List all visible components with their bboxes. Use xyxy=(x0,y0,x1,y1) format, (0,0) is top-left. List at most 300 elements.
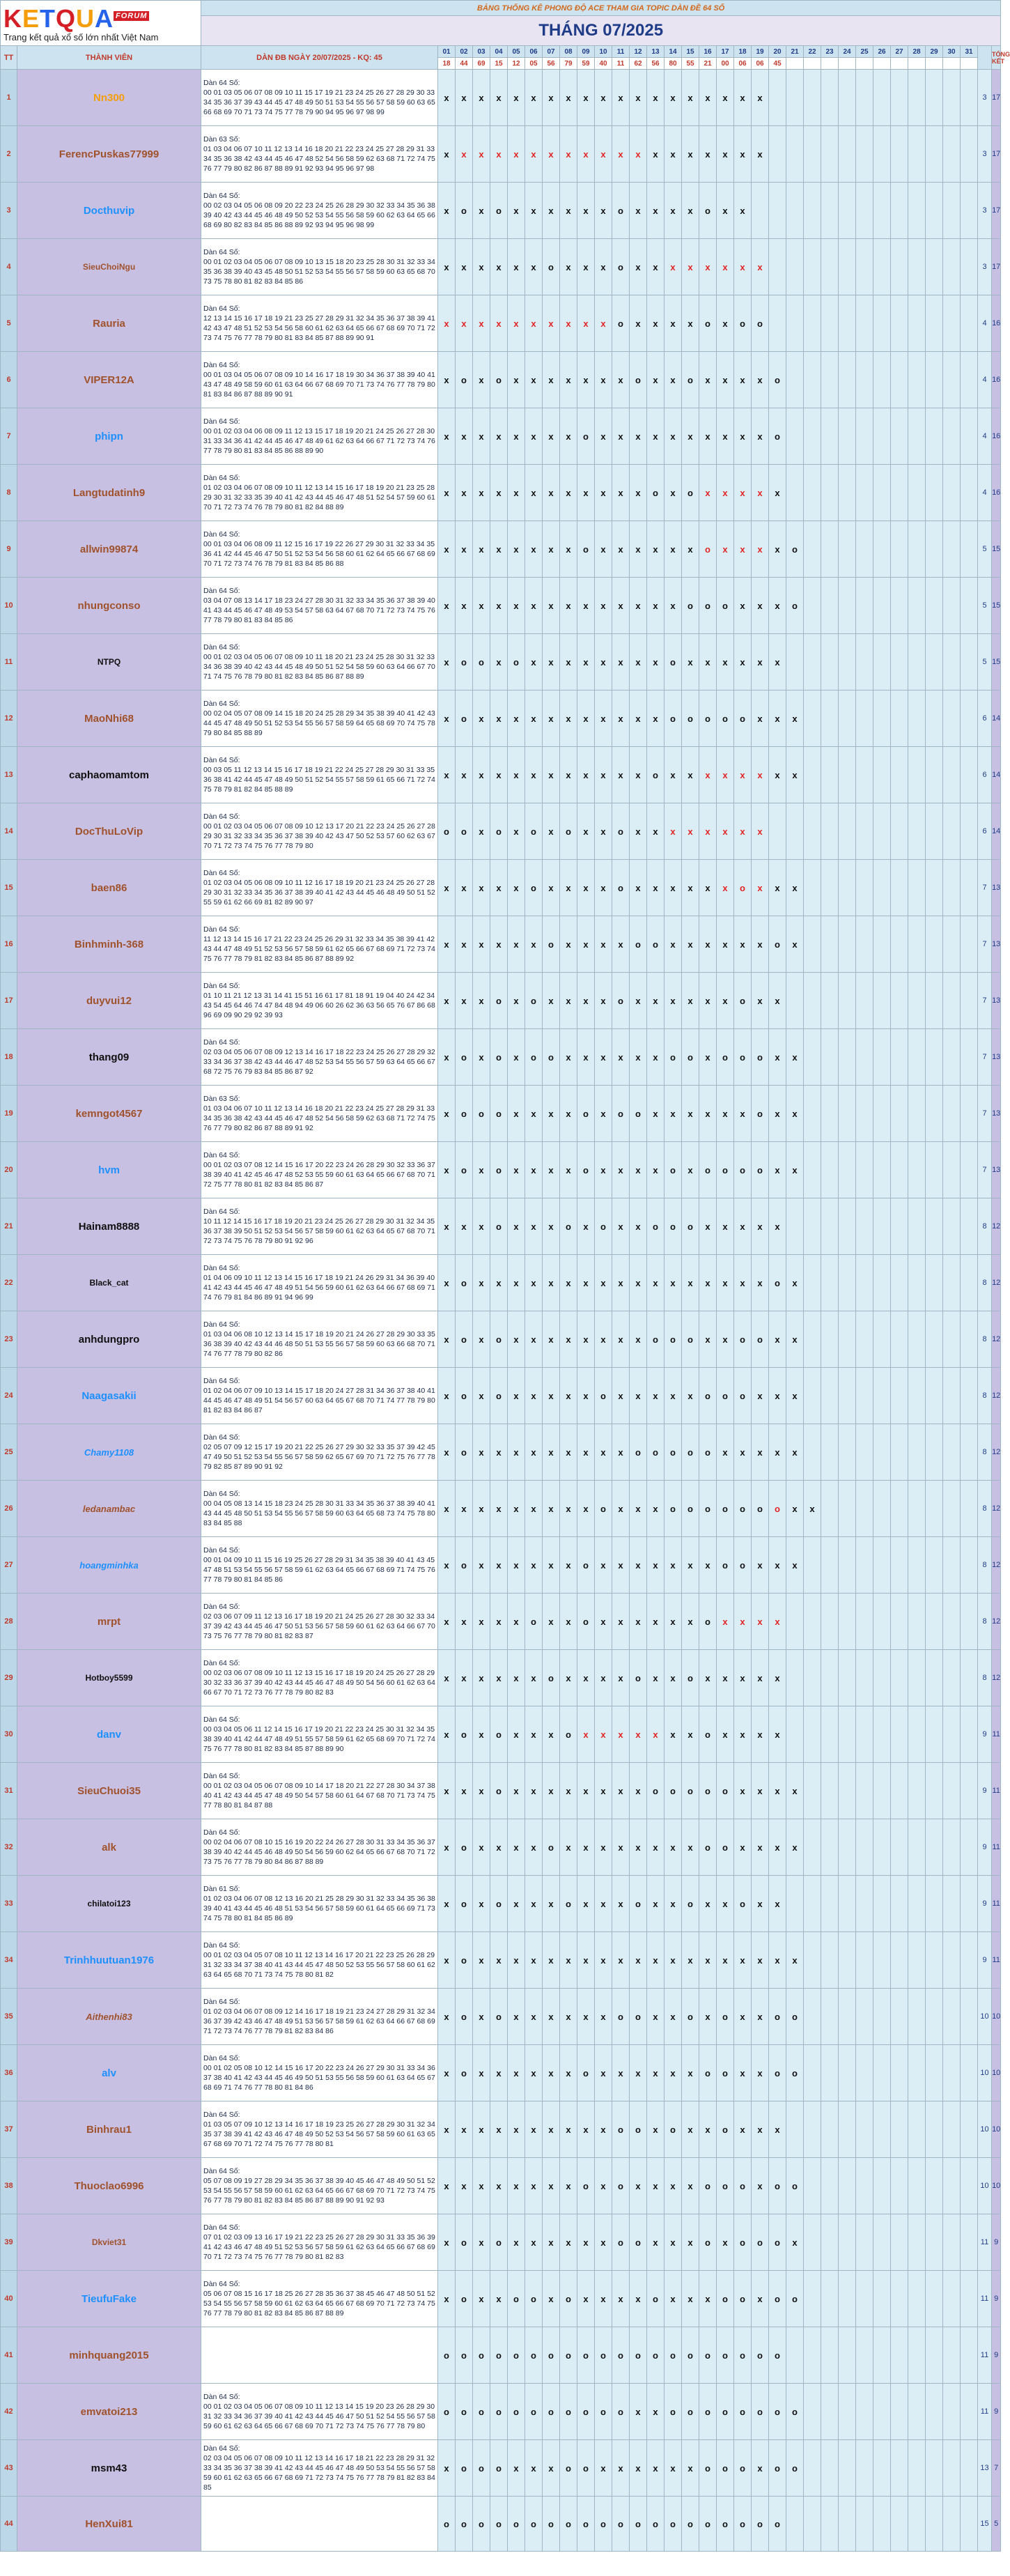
day-mark: x xyxy=(612,691,630,747)
day-mark xyxy=(821,183,839,239)
total-score: 12 xyxy=(992,1311,1001,1368)
day-mark xyxy=(821,1311,839,1368)
day-mark: x xyxy=(525,1311,543,1368)
day-mark: x xyxy=(577,1424,595,1481)
dan-label: Dàn 64 Số: xyxy=(203,192,240,200)
day-mark xyxy=(926,295,943,352)
day-mark xyxy=(804,2158,821,2214)
day-mark: x xyxy=(543,2440,560,2497)
day-mark: x xyxy=(752,578,769,634)
day-mark xyxy=(873,2101,891,2158)
day-mark xyxy=(804,1424,821,1481)
day-mark xyxy=(839,239,856,295)
day-mark: x xyxy=(456,860,473,916)
member-name[interactable]: baen86 xyxy=(17,860,201,916)
day-mark: x xyxy=(665,70,682,126)
day-mark xyxy=(856,1932,873,1989)
day-mark: o xyxy=(612,973,630,1029)
total-score: 11 xyxy=(992,1706,1001,1763)
day-mark: x xyxy=(717,916,734,973)
day-mark: x xyxy=(665,183,682,239)
member-name[interactable]: Thuoclao6996 xyxy=(17,2158,201,2214)
day-mark: x xyxy=(734,1086,752,1142)
day-mark xyxy=(961,1424,978,1481)
member-name[interactable]: MaoNhi68 xyxy=(17,691,201,747)
day-mark: o xyxy=(456,183,473,239)
dan-label: Dàn 64 Số: xyxy=(203,2111,240,2119)
member-row xyxy=(1,1932,1001,1989)
day-mark: x xyxy=(665,2158,682,2214)
day-mark: o xyxy=(647,1198,665,1255)
day-mark: x xyxy=(438,126,456,183)
day-mark: x xyxy=(682,70,699,126)
day-mark: o xyxy=(769,2327,786,2384)
day-mark: o xyxy=(699,1594,717,1650)
day-mark: x xyxy=(595,521,612,578)
row-number: 39 xyxy=(1,2214,17,2271)
day-mark xyxy=(926,2384,943,2440)
day-mark xyxy=(821,691,839,747)
total-score: 12 xyxy=(992,1255,1001,1311)
member-row xyxy=(1,2271,1001,2327)
total-score: 13 xyxy=(992,1142,1001,1198)
day-mark: x xyxy=(525,239,543,295)
day-mark xyxy=(961,1481,978,1537)
day-mark: x xyxy=(734,1255,752,1311)
member-name[interactable]: Aithenhi83 xyxy=(17,1989,201,2045)
dan-label: Dàn 64 Số: xyxy=(203,1828,240,1837)
day-mark xyxy=(804,1650,821,1706)
day-mark xyxy=(839,2045,856,2101)
day-mark xyxy=(943,2158,961,2214)
day-mark: x xyxy=(647,352,665,408)
day-mark: o xyxy=(699,2440,717,2497)
total-score: 11 xyxy=(992,1876,1001,1932)
total-score: 16 xyxy=(992,465,1001,521)
day-mark: x xyxy=(560,2214,577,2271)
row-number: 13 xyxy=(1,747,17,803)
day-mark: x xyxy=(490,691,508,747)
day-mark: x xyxy=(490,1650,508,1706)
day-mark xyxy=(926,2158,943,2214)
day-mark xyxy=(821,1594,839,1650)
day-mark: x xyxy=(595,2440,612,2497)
day-mark: o xyxy=(682,1481,699,1537)
dan-numbers: 00 02 04 06 07 08 10 15 16 19 20 22 24 26 27 28 30 31 33 34 35 36 37 38 39 40 42 44 45 46 48 49 50 54 56 59 60 62 64 65 66 67 68 70 71 72 73 75 76 77 78 79 80 84 86 87 88 89 xyxy=(203,1838,435,1866)
dan-numbers: 00 02 04 05 07 08 09 14 15 18 20 24 25 28 29 34 35 38 39 40 41 42 43 44 45 47 48 49 50 51 52 53 54 55 56 57 58 59 64 65 68 69 70 74 75 78 79 80 84 85 88 89 xyxy=(203,709,435,737)
day-mark: x xyxy=(699,1029,717,1086)
day-mark: x xyxy=(647,1255,665,1311)
day-mark: x xyxy=(647,239,665,295)
dan-label: Dàn 64 Số: xyxy=(203,925,240,934)
member-name[interactable]: Hainam8888 xyxy=(17,1198,201,1255)
day-mark: x xyxy=(717,1086,734,1142)
miss-count: 11 xyxy=(978,2327,992,2384)
day-mark: x xyxy=(734,2101,752,2158)
day-mark: x xyxy=(525,1424,543,1481)
day-mark xyxy=(821,973,839,1029)
day-mark: o xyxy=(734,295,752,352)
member-name[interactable]: minhquang2015 xyxy=(17,2327,201,2384)
day-mark: x xyxy=(595,1255,612,1311)
site-logo[interactable]: KETQUA $^{FORUM}$ xyxy=(3,2,198,33)
day-mark: x xyxy=(438,70,456,126)
day-mark xyxy=(961,408,978,465)
day-mark: x xyxy=(682,239,699,295)
day-mark xyxy=(926,1086,943,1142)
day-mark: o xyxy=(734,2214,752,2271)
day-mark: x xyxy=(577,2214,595,2271)
day-mark: x xyxy=(577,465,595,521)
member-name[interactable]: duyvui12 xyxy=(17,973,201,1029)
day-mark xyxy=(943,2384,961,2440)
day-mark: o xyxy=(717,1763,734,1819)
member-row xyxy=(1,2327,1001,2384)
member-name[interactable]: kemngot4567 xyxy=(17,1086,201,1142)
day-mark: o xyxy=(734,1876,752,1932)
day-mark xyxy=(943,2327,961,2384)
day-mark: o xyxy=(630,1876,647,1932)
member-dan xyxy=(201,1198,438,1255)
day-mark xyxy=(839,1368,856,1424)
member-name[interactable]: HenXui81 xyxy=(17,2497,201,2552)
day-mark: x xyxy=(577,1989,595,2045)
member-name[interactable]: Hotboy5599 xyxy=(17,1650,201,1706)
day-mark: x xyxy=(682,126,699,183)
member-name[interactable]: Nn300 xyxy=(17,70,201,126)
day-mark: x xyxy=(473,1311,490,1368)
member-dan xyxy=(201,2440,438,2497)
day-mark xyxy=(891,352,908,408)
member-name[interactable]: allwin99874 xyxy=(17,521,201,578)
row-number: 41 xyxy=(1,2327,17,2384)
day-mark: x xyxy=(456,465,473,521)
day-mark: x xyxy=(734,1932,752,1989)
member-name[interactable]: Binhminh-368 xyxy=(17,916,201,973)
day-mark: x xyxy=(508,1989,525,2045)
member-name[interactable]: nhungconso xyxy=(17,578,201,634)
day-mark: x xyxy=(473,1029,490,1086)
day-mark: x xyxy=(612,1368,630,1424)
total-score: 10 xyxy=(992,2101,1001,2158)
day-mark: o xyxy=(769,2214,786,2271)
day-mark xyxy=(804,2101,821,2158)
miss-count: 7 xyxy=(978,860,992,916)
miss-count: 8 xyxy=(978,1311,992,1368)
day-mark: o xyxy=(508,2384,525,2440)
day-mark: x xyxy=(490,126,508,183)
day-mark xyxy=(821,70,839,126)
day-mark xyxy=(821,803,839,860)
day-mark xyxy=(891,1763,908,1819)
day-mark: x xyxy=(525,70,543,126)
day-mark: x xyxy=(734,408,752,465)
day-mark xyxy=(804,1819,821,1876)
day-mark xyxy=(821,465,839,521)
day-mark: x xyxy=(543,408,560,465)
member-name[interactable]: alk xyxy=(17,1819,201,1876)
day-mark: o xyxy=(717,1989,734,2045)
day-mark xyxy=(961,1932,978,1989)
member-name[interactable]: SieuChoiNgu xyxy=(17,239,201,295)
day-mark: o xyxy=(543,2327,560,2384)
member-dan xyxy=(201,1424,438,1481)
day-mark: x xyxy=(525,747,543,803)
day-mark: x xyxy=(786,1029,804,1086)
member-name[interactable]: FerencPuskas77999 xyxy=(17,126,201,183)
day-mark xyxy=(943,465,961,521)
total-score: 7 xyxy=(992,2440,1001,2497)
member-name[interactable]: Black_cat xyxy=(17,1255,201,1311)
member-name[interactable]: Docthuvip xyxy=(17,183,201,239)
day-mark: o xyxy=(560,1198,577,1255)
day-mark xyxy=(821,1198,839,1255)
day-mark: x xyxy=(543,1198,560,1255)
dan-numbers: 12 13 14 15 16 17 18 19 21 23 25 27 28 29 31 32 34 35 36 37 38 39 41 42 43 47 48 51 52 53 54 56 58 60 61 62 63 64 65 66 67 68 69 70 71 72 73 74 75 76 77 78 79 80 81 83 84 85 87 88 89 90 91 xyxy=(203,314,435,342)
day-mark: x xyxy=(769,747,786,803)
day-mark: o xyxy=(630,1086,647,1142)
dan-label: Dàn 64 Số: xyxy=(203,2054,240,2062)
day-mark: x xyxy=(717,1594,734,1650)
member-name[interactable]: hvm xyxy=(17,1142,201,1198)
day-mark xyxy=(943,352,961,408)
day-mark xyxy=(943,973,961,1029)
member-dan xyxy=(201,2497,438,2552)
day-header: 04 xyxy=(490,46,508,58)
day-mark: x xyxy=(717,634,734,691)
day-mark xyxy=(821,1255,839,1311)
day-mark: x xyxy=(508,1311,525,1368)
dan-numbers: 01 03 04 06 08 10 12 13 14 15 17 18 19 20 21 24 26 27 28 29 30 33 35 36 38 39 40 42 43 44 46 48 50 51 53 55 56 57 58 59 60 63 66 68 70 71 74 76 77 78 79 80 82 86 xyxy=(203,1330,435,1358)
total-score: 12 xyxy=(992,1198,1001,1255)
day-header: 10 xyxy=(595,46,612,58)
day-mark: x xyxy=(508,2214,525,2271)
day-mark: x xyxy=(734,1424,752,1481)
day-mark xyxy=(891,2214,908,2271)
day-mark xyxy=(908,634,926,691)
day-mark xyxy=(839,70,856,126)
row-number: 44 xyxy=(1,2497,17,2552)
day-mark: x xyxy=(543,2101,560,2158)
dan-numbers: 00 01 02 05 08 10 12 14 15 16 17 20 22 23 24 26 27 29 30 31 33 34 36 37 38 40 41 42 43 44 45 46 49 50 51 53 55 56 58 59 60 61 63 64 65 67 68 69 71 74 76 77 78 80 81 84 86 xyxy=(203,2064,435,2092)
day-mark: x xyxy=(595,1029,612,1086)
dan-numbers: 00 01 04 09 10 11 15 16 19 25 26 27 28 29 31 34 35 38 39 40 41 43 45 47 48 51 53 54 55 56 57 58 59 61 62 63 64 65 66 67 68 69 71 74 75 76 77 78 79 80 81 84 85 86 xyxy=(203,1556,435,1584)
day-mark: x xyxy=(577,578,595,634)
member-name[interactable]: danv xyxy=(17,1706,201,1763)
day-mark xyxy=(926,126,943,183)
total-score: 12 xyxy=(992,1424,1001,1481)
day-mark xyxy=(821,521,839,578)
miss-count: 9 xyxy=(978,1706,992,1763)
day-mark: x xyxy=(473,408,490,465)
member-name[interactable]: TieufuFake xyxy=(17,2271,201,2327)
day-mark: x xyxy=(473,860,490,916)
day-mark: x xyxy=(525,1650,543,1706)
total-score: 9 xyxy=(992,2384,1001,2440)
member-name[interactable]: caphaomamtom xyxy=(17,747,201,803)
dan-label: Dàn 64 Số: xyxy=(203,1320,240,1329)
day-mark: x xyxy=(699,126,717,183)
day-mark: o xyxy=(769,2384,786,2440)
day-mark xyxy=(839,1198,856,1255)
day-mark xyxy=(908,1029,926,1086)
day-mark: x xyxy=(577,1876,595,1932)
member-dan xyxy=(201,2158,438,2214)
day-mark: x xyxy=(612,1029,630,1086)
day-mark xyxy=(856,1424,873,1481)
member-row xyxy=(1,1650,1001,1706)
day-mark: x xyxy=(630,973,647,1029)
day-mark: x xyxy=(595,1311,612,1368)
day-mark xyxy=(926,2327,943,2384)
day-mark: o xyxy=(682,1198,699,1255)
logo-block[interactable] xyxy=(1,1,201,46)
day-mark xyxy=(873,183,891,239)
day-mark xyxy=(961,295,978,352)
day-mark: x xyxy=(734,1650,752,1706)
day-mark: x xyxy=(438,1763,456,1819)
day-mark: x xyxy=(734,521,752,578)
member-name[interactable]: phipn xyxy=(17,408,201,465)
member-name[interactable]: VIPER12A xyxy=(17,352,201,408)
miss-count: 3 xyxy=(978,239,992,295)
day-mark xyxy=(839,183,856,239)
day-mark: x xyxy=(473,2101,490,2158)
day-mark xyxy=(786,2327,804,2384)
day-mark: x xyxy=(473,239,490,295)
member-name[interactable]: Dkviet31 xyxy=(17,2214,201,2271)
day-mark xyxy=(873,2440,891,2497)
day-result: 12 xyxy=(508,58,525,70)
member-name[interactable]: Rauria xyxy=(17,295,201,352)
member-name[interactable]: Binhrau1 xyxy=(17,2101,201,2158)
day-mark: o xyxy=(682,1650,699,1706)
day-mark xyxy=(839,352,856,408)
day-mark xyxy=(908,1650,926,1706)
day-result xyxy=(821,58,839,70)
day-mark: x xyxy=(525,295,543,352)
day-mark: x xyxy=(647,70,665,126)
day-mark: x xyxy=(665,747,682,803)
member-name[interactable]: alv xyxy=(17,2045,201,2101)
day-mark: o xyxy=(612,2214,630,2271)
member-name[interactable]: thang09 xyxy=(17,1029,201,1086)
day-mark: x xyxy=(508,239,525,295)
day-result: 00 xyxy=(717,58,734,70)
day-mark: x xyxy=(682,916,699,973)
day-mark: x xyxy=(612,521,630,578)
day-mark: x xyxy=(647,578,665,634)
day-mark xyxy=(804,239,821,295)
member-row xyxy=(1,1876,1001,1932)
member-dan xyxy=(201,1255,438,1311)
day-mark xyxy=(873,239,891,295)
member-row xyxy=(1,2045,1001,2101)
day-mark xyxy=(943,1706,961,1763)
day-mark: x xyxy=(682,1594,699,1650)
day-mark xyxy=(839,1029,856,1086)
day-mark: x xyxy=(769,1876,786,1932)
day-mark: x xyxy=(490,1537,508,1594)
member-name[interactable]: Chamy1108 xyxy=(17,1424,201,1481)
day-mark: o xyxy=(490,2384,508,2440)
day-mark: x xyxy=(525,465,543,521)
day-mark xyxy=(926,1424,943,1481)
day-mark xyxy=(786,408,804,465)
day-mark: o xyxy=(699,2384,717,2440)
day-mark xyxy=(804,1368,821,1424)
day-mark: x xyxy=(560,1819,577,1876)
day-mark xyxy=(804,183,821,239)
day-mark: o xyxy=(490,1142,508,1198)
day-mark xyxy=(873,1706,891,1763)
member-name[interactable]: anhdungpro xyxy=(17,1311,201,1368)
day-mark xyxy=(891,2384,908,2440)
day-mark xyxy=(804,916,821,973)
day-mark xyxy=(769,126,786,183)
member-name[interactable]: SieuChuoi35 xyxy=(17,1763,201,1819)
day-mark: o xyxy=(665,1763,682,1819)
day-mark: x xyxy=(438,578,456,634)
member-name[interactable]: Trinhhuutuan1976 xyxy=(17,1932,201,1989)
day-header: 02 xyxy=(456,46,473,58)
day-mark xyxy=(873,1932,891,1989)
day-mark: x xyxy=(752,1763,769,1819)
dan-numbers: 00 02 03 06 07 08 09 10 11 12 13 15 16 17 18 19 20 24 25 26 27 28 29 30 32 33 36 37 39 40 42 43 44 45 46 47 48 49 50 54 56 60 61 62 63 64 66 67 70 71 72 73 76 77 78 79 80 82 83 xyxy=(203,1669,435,1697)
day-mark xyxy=(908,1311,926,1368)
member-name[interactable]: DocThuLoVip xyxy=(17,803,201,860)
member-name[interactable]: mrpt xyxy=(17,1594,201,1650)
day-mark xyxy=(821,1029,839,1086)
day-mark xyxy=(804,465,821,521)
member-name[interactable]: NTPQ xyxy=(17,634,201,691)
day-mark: x xyxy=(577,126,595,183)
day-mark xyxy=(873,1311,891,1368)
member-name[interactable]: ledanambac xyxy=(17,1481,201,1537)
miss-count: 7 xyxy=(978,973,992,1029)
member-name[interactable]: Naagasakii xyxy=(17,1368,201,1424)
day-mark xyxy=(908,1481,926,1537)
day-mark: x xyxy=(595,1650,612,1706)
dan-label: Dàn 64 Số: xyxy=(203,1715,240,1724)
total-score: 15 xyxy=(992,578,1001,634)
day-mark: x xyxy=(525,521,543,578)
day-mark xyxy=(786,2101,804,2158)
day-mark: o xyxy=(577,2158,595,2214)
day-mark xyxy=(926,916,943,973)
member-name[interactable]: chilatoi123 xyxy=(17,1876,201,1932)
member-row xyxy=(1,2384,1001,2440)
day-header: 06 xyxy=(525,46,543,58)
day-mark: o xyxy=(525,803,543,860)
day-mark: x xyxy=(525,1086,543,1142)
day-mark xyxy=(943,1086,961,1142)
day-mark: x xyxy=(560,916,577,973)
day-mark xyxy=(891,1029,908,1086)
day-mark: o xyxy=(456,2497,473,2552)
day-mark: x xyxy=(595,465,612,521)
day-mark xyxy=(786,803,804,860)
member-name[interactable]: Langtudatinh9 xyxy=(17,465,201,521)
day-mark: x xyxy=(508,2158,525,2214)
day-mark: x xyxy=(473,1706,490,1763)
day-mark: o xyxy=(699,2214,717,2271)
member-name[interactable]: emvatoi213 xyxy=(17,2384,201,2440)
day-mark: x xyxy=(699,747,717,803)
member-name[interactable]: msm43 xyxy=(17,2440,201,2497)
day-mark: x xyxy=(665,1819,682,1876)
member-name[interactable]: hoangminhka xyxy=(17,1537,201,1594)
